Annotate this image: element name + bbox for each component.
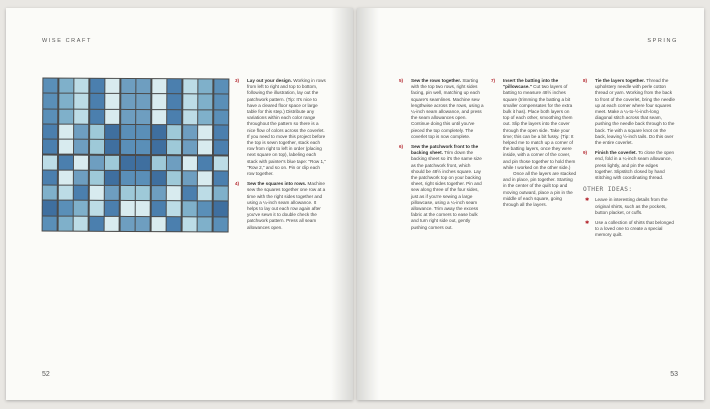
quilt-square <box>43 94 57 108</box>
quilt-square <box>43 109 57 123</box>
quilt-square <box>89 216 103 230</box>
step-number: 3) <box>235 78 240 83</box>
step-text: Starting with the top two rows, right sides facing, pin well, matching up each square's seamlines. Machine sew lengthwise across the rows, using a ¼-inch seam allowance, and press the seam allowances open. Continue doing this until you've pieced the top completely. The coverlet top is now complete. <box>411 78 484 139</box>
quilt-square <box>136 110 150 124</box>
quilt-square <box>59 79 73 93</box>
quilt-square <box>105 125 119 139</box>
quilt-square <box>105 171 119 185</box>
step-text: Trim down the backing sheet so it's the same size as the patchwork front, which should be 48½ inches square. Lay the patchwork top on your backing sheet, right sides together. Pin and sew along three of the four sides, just as if you're sewing a large pillowcase, using a ¼-inch seam allowance. Trim away the excess fabric at the corners to ease bulk and turn right side out, gently pushing corners out. <box>411 150 482 230</box>
quilt-square <box>89 171 103 185</box>
quilt-square <box>198 141 212 155</box>
bullet-star-icon: ✱ <box>585 220 590 227</box>
quilt-square <box>214 95 228 109</box>
quilt-square <box>182 156 196 170</box>
step-text: Thread the upholstery needle with perle cotton thread or yarn. Working from the back to front of the coverlet, bring the needle up at each corner where four squares meet. Make a ¼-to-½-inch-long diagonal stitch across that seam, pushing the needle back through to the back. Tie with a square knot on the back, leaving ½-inch tails. Do this over the entire coverlet. <box>595 78 675 146</box>
quilt-square <box>105 79 119 93</box>
step-8 <box>583 78 677 146</box>
quilt-square <box>136 79 150 93</box>
quilt-square <box>120 186 134 200</box>
right-page <box>357 8 704 400</box>
quilt-square <box>198 95 212 109</box>
quilt-square <box>213 202 227 216</box>
quilt-square <box>213 171 227 185</box>
step-number: 7) <box>491 78 496 83</box>
quilt-square <box>105 201 119 215</box>
running-head-right: SPRING <box>647 38 678 44</box>
idea-item <box>583 197 677 216</box>
quilt-square <box>59 170 73 184</box>
quilt-square <box>58 201 72 215</box>
quilt-square <box>136 94 150 108</box>
quilt-square <box>167 125 181 139</box>
quilt-square <box>198 202 212 216</box>
quilt-square <box>151 171 165 185</box>
step-number: 6) <box>399 144 404 150</box>
quilt-square <box>121 156 135 170</box>
quilt-square <box>43 216 57 230</box>
step-text: Machine sew the squares together one row at a time with the right sides together and using a ¼-inch seam allowance. It helps to lay out each row again after you've sewn it to double check the patchwork pattern. Press all seam allowances open. <box>247 181 326 230</box>
quilt-square <box>182 171 196 185</box>
step-text: Working in rows from left to right and top to bottom, following the illustration, lay out the patchwork pattern. (Tip: It's nice to have a cleared floor space or large table for this step.) Distribute any variations within each color range throughout the pattern so there is a nice flow of colors across the coverlet. If you need to move this project before the top is sewn together, stack each row from right to left in order (placing next square on top), labeling each stack with painter's blue tape: "Row 1," "Row 2," and so on. Pin or clip each row together. <box>247 78 326 177</box>
quilt-square <box>59 109 73 123</box>
quilt-square <box>136 125 150 139</box>
quilt-square <box>136 156 150 170</box>
step-5 <box>399 78 485 140</box>
quilt-square <box>167 140 181 154</box>
running-head-left: WISE CRAFT <box>42 38 92 44</box>
quilt-square <box>74 171 88 185</box>
step-title: Finish the coverlet. <box>595 150 637 156</box>
quilt-square <box>136 171 150 185</box>
step-text: To close the open end, fold in a ¼-inch seam allowance, press lightly, and pin the edges together. Slipstitch closed by hand stitching with coordinating thread. <box>595 150 675 181</box>
quilt-square <box>58 186 72 200</box>
quilt-square <box>121 125 135 139</box>
gutter-shadow <box>331 8 353 400</box>
right-column-1 <box>399 78 485 235</box>
quilt-square <box>214 125 228 139</box>
step-title: Tie the layers together. <box>595 78 645 83</box>
quilt-square <box>43 155 57 169</box>
quilt-square <box>74 140 88 154</box>
quilt-square <box>167 95 181 109</box>
quilt-square <box>198 186 212 200</box>
step-title: Insert the batting into the "pillowcase." <box>503 78 559 90</box>
quilt-square <box>43 170 57 184</box>
step-7 <box>491 78 577 208</box>
bullet-star-icon: ✱ <box>585 197 590 204</box>
right-column-2 <box>491 78 577 212</box>
quilt-square <box>90 125 104 139</box>
quilt-square <box>182 202 196 216</box>
quilt-square <box>214 110 228 124</box>
quilt-square <box>167 186 181 200</box>
quilt-square <box>151 217 165 231</box>
quilt-square <box>183 141 197 155</box>
quilt-square <box>121 94 135 108</box>
quilt-square <box>167 217 181 231</box>
quilt-square <box>120 171 134 185</box>
quilt-square <box>214 80 228 94</box>
quilt-square <box>152 95 166 109</box>
other-ideas-heading: OTHER IDEAS: <box>583 186 633 194</box>
quilt-square <box>182 186 196 200</box>
quilt-square <box>121 110 135 124</box>
quilt-square <box>105 140 119 154</box>
quilt-square <box>43 140 57 154</box>
step-4 <box>235 181 327 231</box>
step-title: Sew the rows together. <box>411 78 462 83</box>
quilt-square <box>136 201 150 215</box>
step-title: Sew the patchwork front to the backing sheet. <box>411 144 479 156</box>
quilt-square <box>151 202 165 216</box>
quilt-square <box>183 79 197 93</box>
quilt-square <box>167 79 181 93</box>
quilt-square <box>105 155 119 169</box>
quilt-square <box>74 79 88 93</box>
step-3 <box>235 78 327 177</box>
quilt-square <box>136 186 150 200</box>
step-text: Cut two layers of batting to measure 48½ inches square (trimming the batting a bit smaller compensates for the extra bulk it has). Place both layers on top of each other, smoothing them out. Slip the layers into the cover through the open side. Take your time; this can be a bit fussy. (Tip: It helped me to match up a corner of the batting layers, once they were inside, with a corner of the cover, and pin those together to hold them while I worked on the other side.) <box>503 84 576 170</box>
step-title: Lay out your design. <box>247 78 292 83</box>
quilt-square <box>120 201 134 215</box>
quilt-square <box>90 94 104 108</box>
quilt-square <box>198 171 212 185</box>
quilt-square <box>44 79 58 93</box>
book-spread <box>6 8 704 400</box>
quilt-square <box>136 140 150 154</box>
quilt-square <box>213 156 227 170</box>
quilt-square <box>136 217 150 231</box>
quilt-square <box>167 156 181 170</box>
quilt-square <box>152 110 166 124</box>
quilt-square <box>105 186 119 200</box>
idea-text: Use a collection of shirts that belonged to a loved one to create a special memory quilt. <box>595 220 674 238</box>
quilt-square <box>198 156 212 170</box>
page-number-right: 53 <box>670 371 678 378</box>
quilt-square <box>213 187 227 201</box>
quilt-square <box>152 125 166 139</box>
quilt-square <box>182 217 196 231</box>
quilt-square <box>105 110 119 124</box>
quilt-square <box>198 217 212 231</box>
quilt-square <box>74 125 88 139</box>
quilt-square <box>183 95 197 109</box>
quilt-square <box>59 125 73 139</box>
step-number: 8) <box>583 78 588 83</box>
quilt-square <box>167 171 181 185</box>
quilt-square <box>43 125 57 139</box>
quilt-square <box>152 156 166 170</box>
quilt-square <box>214 141 228 155</box>
step-text-paragraph-2: Once all the layers are stacked and in place, pin together. Starting in the center of the quilt top and moving outward, place a pin in the middle of each square, going through all the layers. <box>503 171 577 208</box>
quilt-square <box>74 186 88 200</box>
quilt-square <box>198 110 212 124</box>
quilt-square <box>74 216 88 230</box>
step-6 <box>399 144 485 231</box>
quilt-square <box>151 186 165 200</box>
left-steps-column <box>235 78 327 235</box>
quilt-square <box>59 94 73 108</box>
quilt-square <box>74 155 88 169</box>
quilt-square <box>74 109 88 123</box>
step-number: 5) <box>399 78 404 83</box>
step-9 <box>583 150 677 181</box>
step-number: 4) <box>235 181 240 187</box>
idea-text: Leave in interesting details from the original shirts, such as the pockets, button placket, or cuffs. <box>595 197 668 215</box>
quilt-square <box>198 80 212 94</box>
quilt-square <box>167 110 181 124</box>
quilt-square <box>74 94 88 108</box>
quilt-illustration <box>42 78 230 233</box>
quilt-square <box>59 140 73 154</box>
page-number-left: 52 <box>42 371 50 378</box>
quilt-square <box>198 125 212 139</box>
right-column-3 <box>583 78 677 243</box>
quilt-square <box>89 201 103 215</box>
quilt-square <box>58 216 72 230</box>
quilt-square <box>90 79 104 93</box>
step-title: Sew the squares into rows. <box>247 181 307 187</box>
quilt-square <box>74 201 88 215</box>
idea-item <box>583 220 677 239</box>
step-number: 9) <box>583 150 588 156</box>
quilt-square <box>59 155 73 169</box>
left-page <box>6 8 353 400</box>
quilt-square <box>213 217 227 231</box>
quilt-square <box>105 94 119 108</box>
quilt-square <box>90 110 104 124</box>
quilt-square <box>121 140 135 154</box>
quilt-square <box>105 217 119 231</box>
quilt-square <box>183 125 197 139</box>
quilt-square <box>90 140 104 154</box>
quilt-square <box>152 79 166 93</box>
gutter-shadow <box>357 8 379 400</box>
quilt-square <box>121 79 135 93</box>
quilt-square <box>120 217 134 231</box>
quilt-square <box>43 186 57 200</box>
quilt-square <box>183 110 197 124</box>
quilt-square <box>43 201 57 215</box>
quilt-square <box>90 155 104 169</box>
quilt-square <box>167 202 181 216</box>
quilt-square <box>152 140 166 154</box>
quilt-square <box>89 186 103 200</box>
